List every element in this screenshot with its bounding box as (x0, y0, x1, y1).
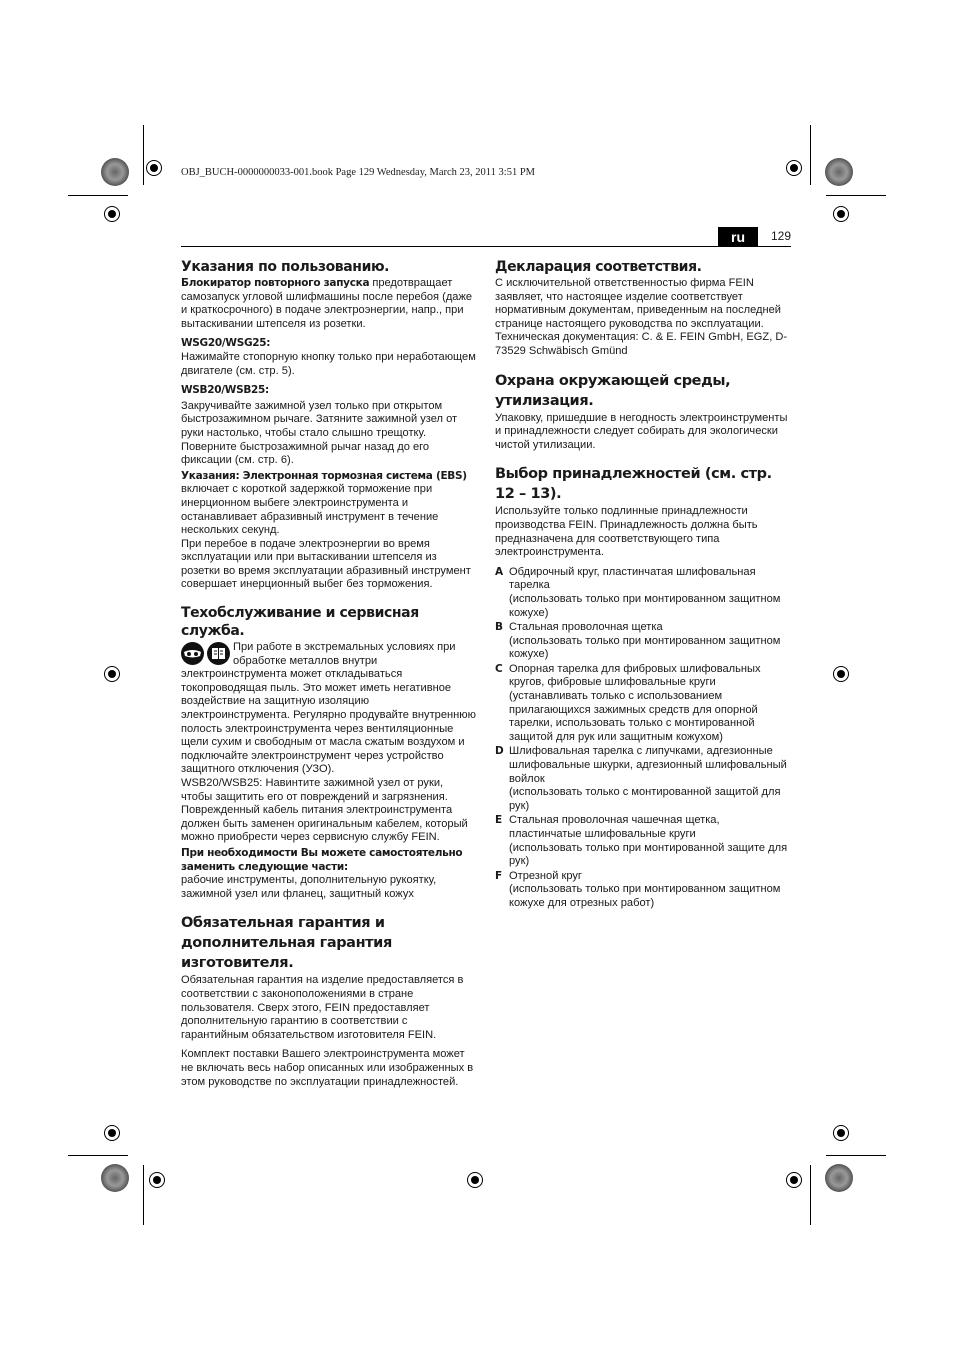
color-disc-icon (101, 158, 129, 186)
warranty-text-1: Обязательная гарантия на изделие предоставляется в соответствии с законоположениями в стране пользователя. Сверх этого, FEIN предоставляет дополнительную гарантию в соответствии с гарантийным обязательством изготовителя FEIN. (181, 974, 464, 1041)
list-item (495, 814, 791, 868)
environment-title: Охрана окружающей среды, утилизация. (495, 372, 731, 409)
ebs-text-2: При перебое в подаче электроэнергии во время эксплуатации или при вытаскивании штепселя из розетки во время эксплуатации абразивный инструмент совершает инерционный выбег без торможения. (181, 537, 471, 591)
accessory-key: C (495, 662, 503, 675)
registration-mark-icon (786, 160, 802, 176)
color-disc-icon (825, 158, 853, 186)
warranty-title: Обязательная гарантия и дополнительная гарантия изготовителя. (181, 915, 392, 972)
wsg-label: WSG20/WSG25: (181, 337, 271, 350)
registration-mark-icon (104, 666, 120, 682)
list-item (495, 745, 791, 813)
color-disc-icon (101, 1164, 129, 1192)
wsb-label: WSB20/WSB25: (181, 384, 269, 397)
environment-text: Упаковку, пришедшие в негодность электроинструменты и принадлежности следует собирать для экологически чистой утилизации. (495, 411, 788, 451)
list-item (495, 870, 791, 911)
registration-mark-icon (146, 160, 162, 176)
restart-text: предотвращает самозапуск угловой шлифмашины после перебоя (даже и краткосрочного) в подаче электроэнергии, напр., при вытаскивании штепселя из розетки. (181, 277, 473, 330)
parts-text: рабочие инструменты, дополнительную рукоятку, зажимной узел или фланец, защитный кожух (181, 874, 437, 900)
accessory-key: A (495, 565, 504, 578)
safety-icons (181, 642, 233, 666)
accessory-text: Стальная проволочная чашечная щетка, пластинчатые шлифовальные круги (509, 814, 720, 840)
registration-mark-icon (104, 206, 120, 222)
declaration-text-2: Техническая документация: C. & E. FEIN GmbH, EGZ, D-73529 Schwäbisch Gmünd (495, 331, 788, 357)
accessory-note: (использовать только при монтированном защитном кожухе) (509, 592, 781, 619)
registration-mark-icon (833, 1125, 849, 1141)
service-text-3: Поврежденный кабель питания электроинструмента должен быть заменен оригинальным кабелем, который можно приобрести через сервисную службу FEIN. (181, 804, 468, 844)
restart-paragraph (181, 277, 477, 331)
accessory-note: (устанавливать только с использованием прилагающихся зажимных средств для опорной тарелки, использовать только с монтированной защитой для рук или защитным кожухом) (509, 690, 758, 743)
accessory-key: E (495, 814, 503, 827)
parts-label: При необходимости Вы можете самостоятельно заменить следующие части: (181, 846, 463, 873)
accessory-text: Стальная проволочная щетка (509, 621, 663, 634)
list-item (495, 566, 791, 620)
accessories-title: Выбор принадлежностей (см. стр. 12 – 13). (495, 466, 772, 503)
language-badge: ru (718, 227, 758, 247)
warranty-text-2: Комплект поставки Вашего электроинструмента может не включать весь набор описанных или изображенных в этом руководстве по эксплуатации принадлежностей. (181, 1048, 474, 1088)
wsg-text: Нажимайте стопорную кнопку только при неработающем двигателе (см. стр. 5). (181, 350, 476, 377)
accessories-intro: Используйте только подлинные принадлежности производства FEIN. Принадлежность должна быть предназначена для соответствующего типа электроинструмента. (495, 505, 758, 559)
color-disc-icon (825, 1164, 853, 1192)
declaration-title: Декларация соответствия. (495, 259, 702, 275)
registration-mark-icon (467, 1172, 483, 1188)
eye-protection-icon (181, 642, 204, 665)
accessory-note: (использовать только при монтированной защите для рук) (509, 841, 788, 868)
registration-mark-icon (833, 666, 849, 682)
header-rule (181, 246, 791, 247)
registration-mark-icon (833, 206, 849, 222)
accessory-note: (использовать только с монтированной защитой для рук) (509, 786, 781, 812)
declaration-text-1: С исключительной ответственностью фирма FEIN заявляет, что настоящее изделие соответствует нормативным документам, приведенным на последней странице настоящего руководства по эксплуатации. (495, 277, 781, 330)
registration-mark-icon (104, 1125, 120, 1141)
service-text-2: WSB20/WSB25: Навинтите зажимной узел от руки, чтобы защитить его от повреждений и загрязнения. (181, 777, 448, 803)
ebs-label: Указания: Электронная тормозная система (EBS) (181, 469, 467, 482)
registration-mark-icon (786, 1172, 802, 1188)
ebs-text-1: включает с короткой задержкой торможение при инерционном выбеге электроинструмента и останавливает абразивный инструмент в течение нескольких секунд. (181, 483, 439, 537)
accessory-list (495, 566, 791, 911)
accessory-text: Отрезной круг (509, 869, 582, 882)
accessory-key: F (495, 869, 503, 882)
accessory-text: Шлифовальная тарелка с липучками, адгезионные шлифовальные шкурки, адгезионный шлифовальный войлок (509, 745, 787, 785)
usage-title: Указания по пользованию. (181, 259, 390, 275)
right-column (495, 258, 791, 911)
wsb-text: Закручивайте зажимной узел только при открытом быстрозажимном рычаге. Затяните зажимной узел от руки настолько, чтобы стало слышно трещотку. Поверните быстрозажимной рычаг назад до его фиксации (см. стр. 6). (181, 399, 458, 467)
left-column (181, 258, 477, 1089)
accessory-key: D (495, 745, 504, 758)
file-info-line: OBJ_BUCH-0000000033-001.book Page 129 Wednesday, March 23, 2011 3:51 PM (181, 167, 535, 178)
page-number: 129 (771, 229, 792, 243)
accessory-text: Опорная тарелка для фибровых шлифовальных кругов, фибровые шлифовальные круги (509, 662, 761, 689)
accessory-note: (использовать только при монтированном защитном кожухе для отрезных работ) (509, 883, 781, 909)
service-text-1: При работе в экстремальных условиях при обработке металлов внутри электроинструмента может откладываться токопроводящая пыль. Это может иметь негативное воздействие на защитную изоляцию электроинструмента. Регулярно продувайте внутреннюю полость электроинструмента через вентиляционные щели сухим и свободным от масла сжатым воздухом и подключайте электроинструмент через устройство защитного отключения (УЗО). (181, 641, 476, 776)
service-title: Техобслуживание и сервисная служба. (181, 605, 419, 640)
restart-label: Блокиратор повторного запуска (181, 277, 370, 289)
instruction-manual-icon (207, 642, 230, 665)
list-item (495, 663, 791, 745)
accessory-text: Обдирочный круг, пластинчатая шлифовальная тарелка (509, 565, 756, 592)
accessory-key: B (495, 621, 504, 634)
accessory-note: (использовать только при монтированном защитном кожухе) (509, 634, 781, 661)
list-item (495, 621, 791, 662)
registration-mark-icon (149, 1172, 165, 1188)
